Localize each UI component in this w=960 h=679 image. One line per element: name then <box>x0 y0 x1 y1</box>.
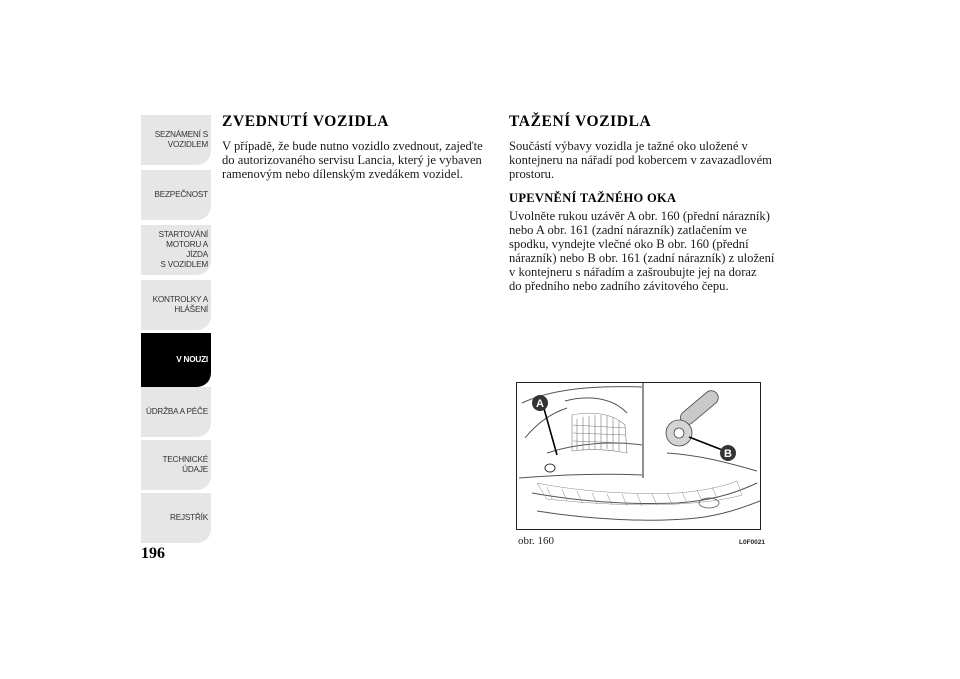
paragraph-zvednuti: V případě, že bude nutno vozidlo zvednout, zajeďte do autorizovaného servisu Lancia, který je vybaven ramenovým nebo dílenským zvedákem vozidel. <box>222 139 483 181</box>
tab-startovani-motoru[interactable]: STARTOVÁNÍ MOTORU A JÍZDA S VOZIDLEM <box>141 225 211 275</box>
left-column <box>222 113 492 181</box>
paragraph-upevneni: Uvolněte rukou uzávěr A obr. 160 (přední nárazník) nebo A obr. 161 (zadní nárazník) zatlačením ve spodku, vyndejte vlečné oko B obr. 160 (přední nárazník) nebo B obr. 161 (zadní nárazník) z uložení v kontejneru s nářadím a zašroubujte jej na doraz do předního nebo zadního závitového čepu. <box>509 209 775 293</box>
tab-bezpecnost[interactable]: BEZPEČNOST <box>141 170 211 220</box>
right-column <box>509 113 789 293</box>
subheading-upevneni-tazneho-oka: UPEVNĚNÍ TAŽNÉHO OKA <box>509 191 677 205</box>
tab-kontrolky-a-hlaseni[interactable]: KONTROLKY A HLÁŠENÍ <box>141 280 211 330</box>
figure-front-bumper-tow-eye <box>516 382 761 530</box>
heading-tazeni-vozidla: TAŽENÍ VOZIDLA <box>509 113 652 130</box>
page-number: 196 <box>141 545 165 562</box>
figure-code: L0F0021 <box>739 539 766 546</box>
tow-eye-detail <box>666 388 721 446</box>
bumper-illustration <box>517 383 761 530</box>
heading-zvednuti-vozidla: ZVEDNUTÍ VOZIDLA <box>222 113 390 130</box>
tab-udrzba-a-pece[interactable]: ÚDRŽBA A PÉČE <box>141 387 211 437</box>
figure-caption: obr. 160 <box>518 535 555 547</box>
tab-seznameni-s-vozidlem[interactable]: SEZNÁMENÍ S VOZIDLEM <box>141 115 211 165</box>
tab-technicke-udaje[interactable]: TECHNICKÉ ÚDAJE <box>141 440 211 490</box>
paragraph-tazeni-intro: Součástí výbavy vozidla je tažné oko uložené v kontejneru na nářadí pod kobercem v zavazadlovém prostoru. <box>509 139 772 181</box>
tab-v-nouzi[interactable]: V NOUZI <box>141 333 211 387</box>
marker-b-label: B <box>724 448 732 460</box>
tab-rejstrik[interactable]: REJSTŘÍK <box>141 493 211 543</box>
marker-a-label: A <box>536 398 544 410</box>
